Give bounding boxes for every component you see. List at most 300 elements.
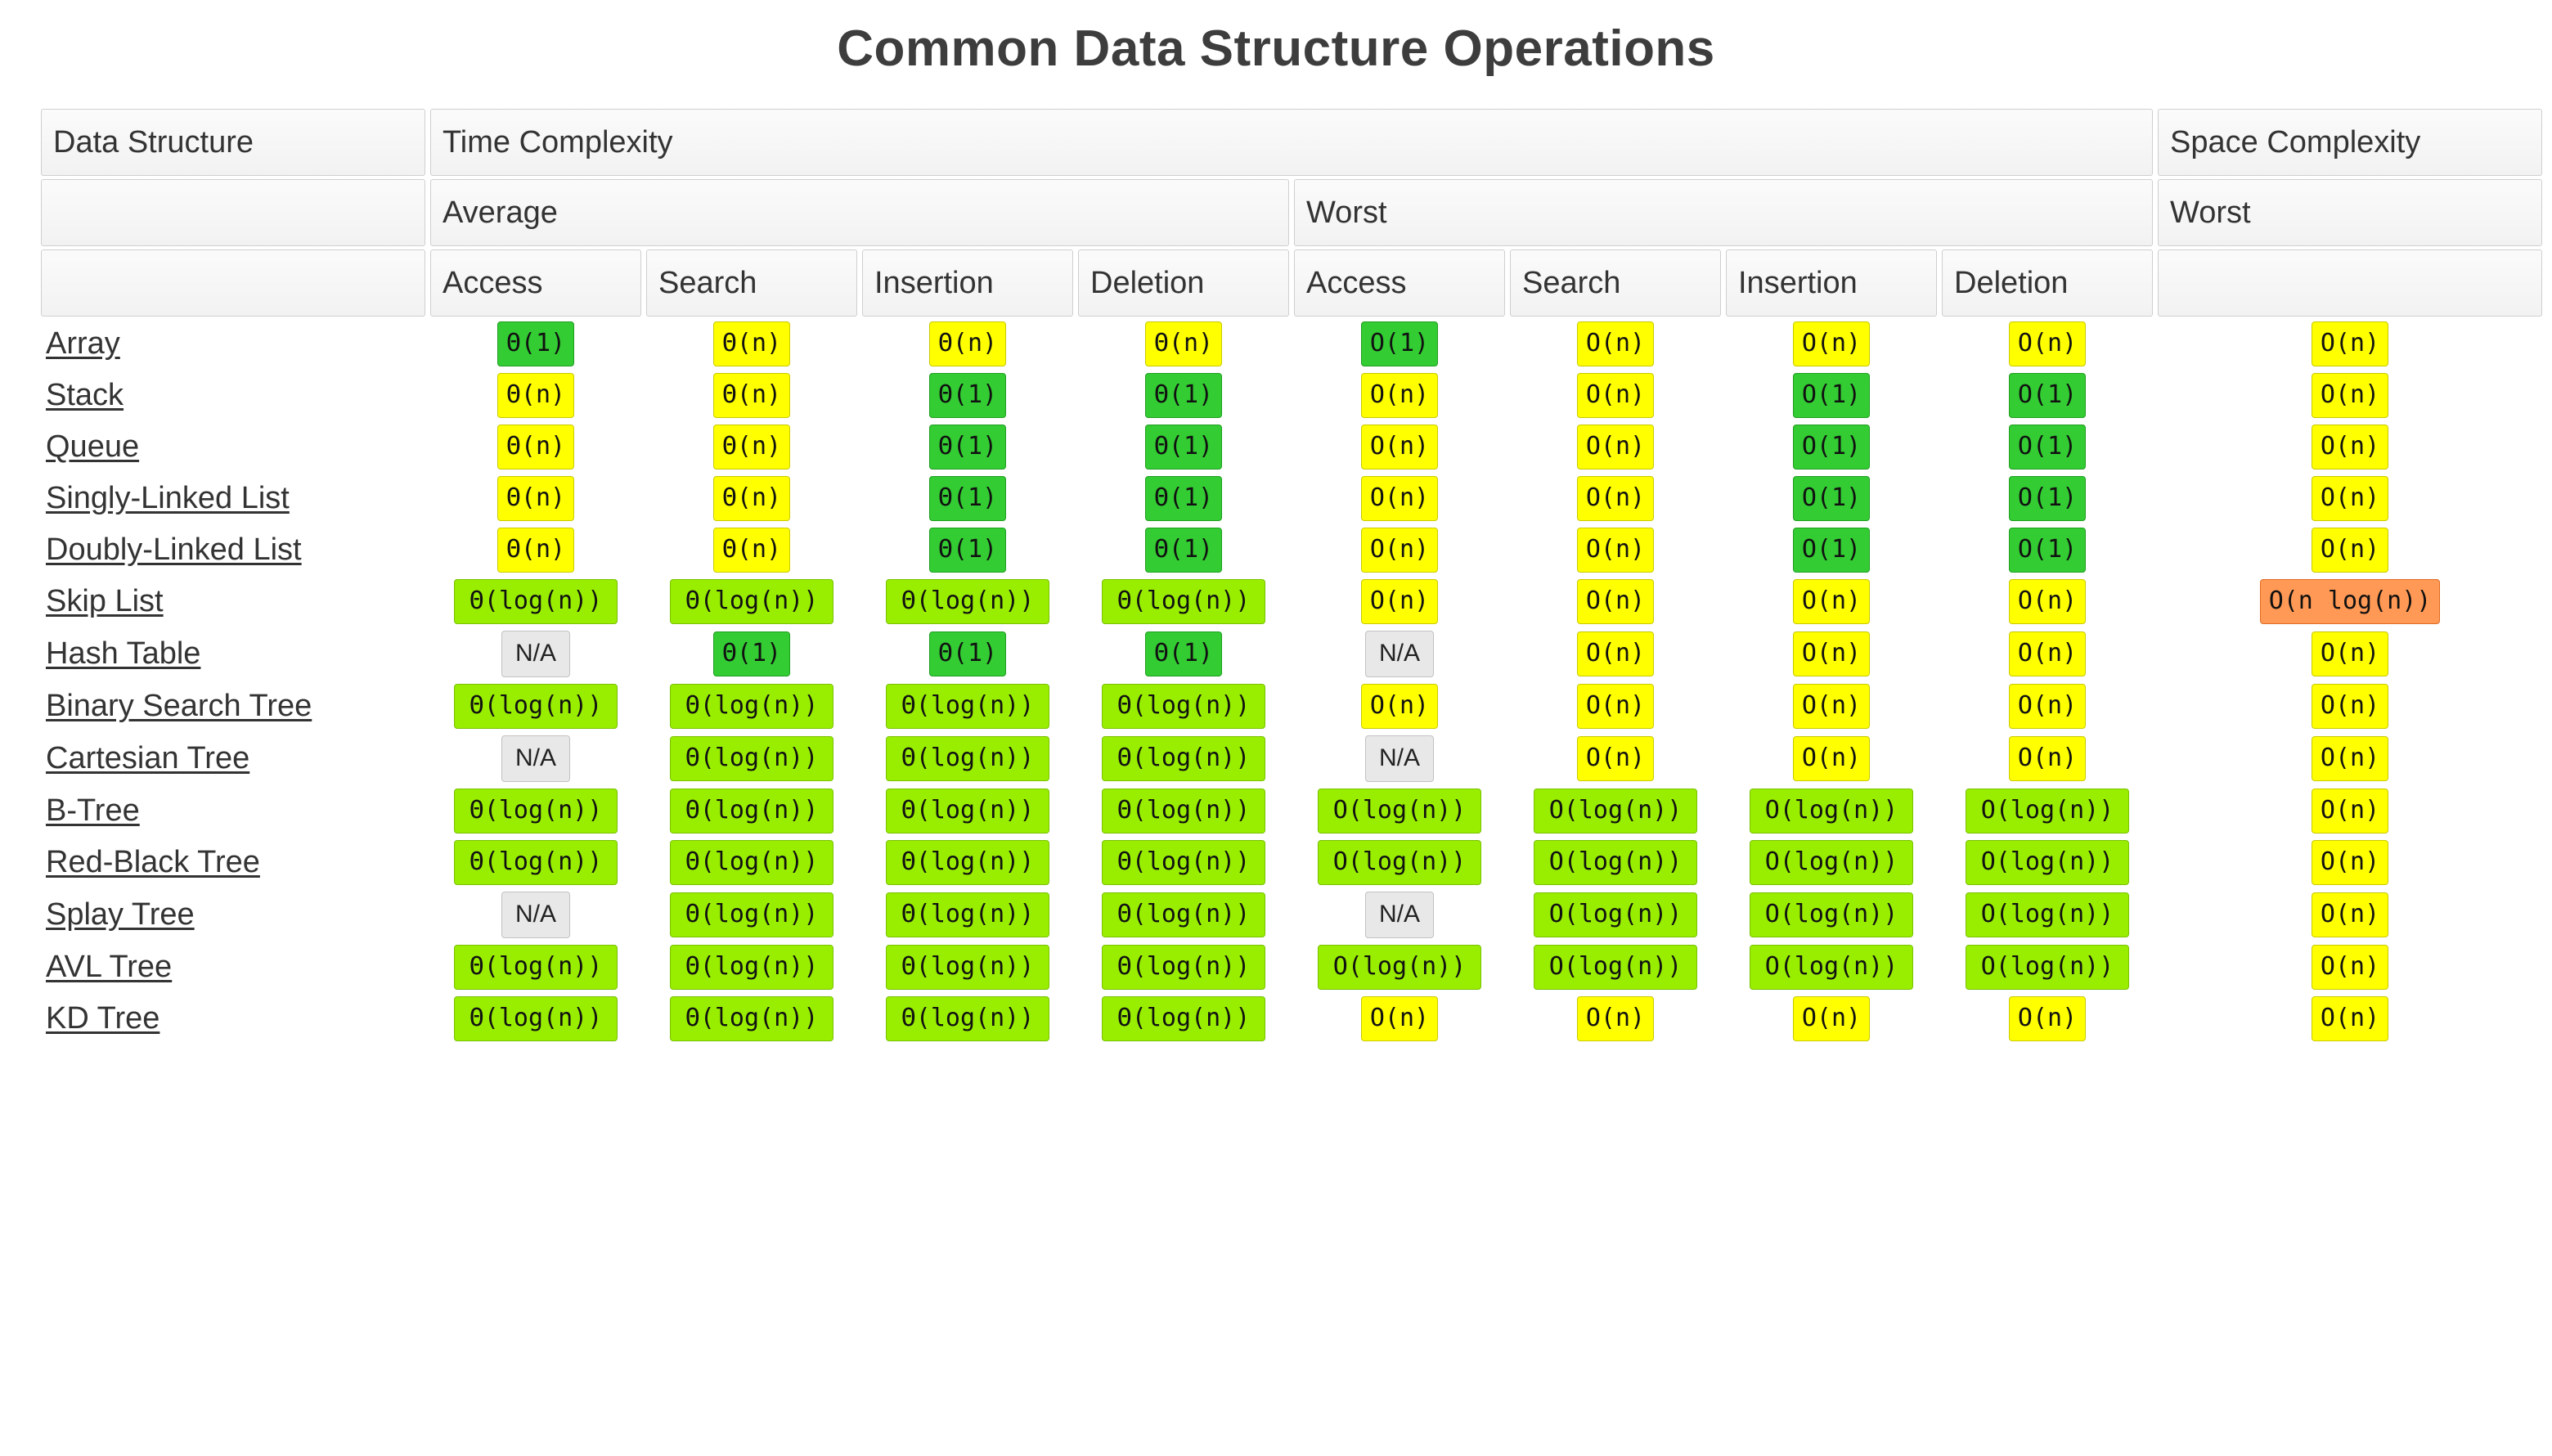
complexity-cell: [1942, 890, 2153, 940]
row-label-kd-tree: [41, 995, 425, 1043]
header-worst-time: Worst: [1294, 179, 2153, 246]
complexity-cell: [646, 682, 857, 730]
complexity-chip: O(1): [2009, 476, 2086, 521]
complexity-cell: [1510, 371, 1721, 420]
complexity-chip: Θ(log(n)): [1102, 579, 1265, 624]
table-head: [41, 109, 2542, 317]
data-structure-link[interactable]: Queue: [46, 429, 140, 464]
complexity-chip: Θ(n): [713, 321, 790, 366]
complexity-chip: O(n): [1793, 996, 1870, 1041]
complexity-chip: O(n): [1793, 631, 1870, 676]
row-label-queue: [41, 423, 425, 471]
complexity-chip: Θ(1): [1145, 528, 1222, 573]
complexity-chip: O(1): [1361, 321, 1438, 366]
complexity-cell: [646, 526, 857, 574]
complexity-cell: [646, 995, 857, 1043]
complexity-chip: O(log(n)): [1318, 945, 1481, 990]
complexity-cell: [430, 629, 641, 679]
complexity-cell: [1510, 474, 1721, 523]
complexity-cell: [862, 629, 1073, 679]
complexity-chip: O(n): [1577, 736, 1654, 781]
complexity-chip: O(n): [1577, 631, 1654, 676]
complexity-cell: [1078, 474, 1289, 523]
complexity-chip: O(n): [1793, 579, 1870, 624]
complexity-cell: [1726, 526, 1937, 574]
complexity-cell: [646, 787, 857, 835]
complexity-cell: [646, 943, 857, 991]
space-complexity-cell: [2158, 682, 2542, 730]
row-label-cartesian-tree: [41, 734, 425, 784]
space-complexity-cell: [2158, 320, 2542, 368]
complexity-cell: [1510, 995, 1721, 1043]
complexity-chip: Θ(log(n)): [886, 892, 1049, 937]
table-row: [41, 995, 2542, 1043]
complexity-chip: O(n): [1361, 528, 1438, 573]
table-body: [41, 320, 2542, 1043]
data-structure-link[interactable]: Skip List: [46, 584, 164, 618]
complexity-cell: [1726, 371, 1937, 420]
complexity-cell: [1726, 474, 1937, 523]
complexity-cell: [1942, 526, 2153, 574]
complexity-cell: [646, 320, 857, 368]
complexity-chip: Θ(n): [713, 476, 790, 521]
complexity-chip: Θ(1): [929, 425, 1006, 470]
complexity-cell: [1942, 423, 2153, 471]
complexity-cell: [862, 526, 1073, 574]
complexity-cell: [1510, 943, 1721, 991]
complexity-chip: O(log(n)): [1966, 840, 2129, 885]
complexity-chip: O(log(n)): [1534, 789, 1697, 834]
data-structure-link[interactable]: Doubly-Linked List: [46, 533, 302, 567]
complexity-cell: [862, 577, 1073, 626]
complexity-chip: O(n): [1361, 425, 1438, 470]
complexity-chip: O(n): [2312, 476, 2388, 521]
space-complexity-cell: [2158, 838, 2542, 887]
complexity-cell: [862, 995, 1073, 1043]
complexity-cell: [1726, 787, 1937, 835]
complexity-cell: [1294, 474, 1505, 523]
data-structure-link[interactable]: Stack: [46, 378, 124, 412]
header-space-complexity: Space Complexity: [2158, 109, 2542, 176]
complexity-cell: [862, 838, 1073, 887]
row-label-red-black-tree: [41, 838, 425, 887]
complexity-chip: Θ(log(n)): [670, 945, 833, 990]
complexity-cell: [1294, 995, 1505, 1043]
complexity-chip: Θ(log(n)): [886, 684, 1049, 729]
complexity-chip: O(1): [1793, 373, 1870, 418]
space-complexity-cell: [2158, 734, 2542, 784]
complexity-cell: [1510, 629, 1721, 679]
table-row: [41, 577, 2542, 626]
space-complexity-cell: [2158, 526, 2542, 574]
complexity-cell: [430, 320, 641, 368]
complexity-chip: O(n): [2009, 321, 2086, 366]
complexity-chip: O(n): [2009, 736, 2086, 781]
complexity-cell: [1078, 943, 1289, 991]
complexity-chip: Θ(n): [497, 373, 574, 418]
complexity-chip: O(n): [1577, 528, 1654, 573]
complexity-chip: Θ(log(n)): [1102, 840, 1265, 885]
complexity-cell: [1078, 734, 1289, 784]
complexity-chip: O(n): [1577, 996, 1654, 1041]
complexity-chip: O(n): [1577, 684, 1654, 729]
complexity-chip: Θ(log(n)): [1102, 684, 1265, 729]
complexity-chip: O(n): [1577, 321, 1654, 366]
header-average: Average: [430, 179, 1289, 246]
complexity-cell: [862, 734, 1073, 784]
complexity-chip: Θ(log(n)): [886, 579, 1049, 624]
space-complexity-cell: [2158, 577, 2542, 626]
table-row: [41, 838, 2542, 887]
complexity-chip: O(log(n)): [1966, 945, 2129, 990]
complexity-chip: O(log(n)): [1534, 892, 1697, 937]
complexity-cell: [862, 371, 1073, 420]
complexity-chip: O(n): [1577, 373, 1654, 418]
complexity-chip: N/A: [501, 735, 570, 782]
complexity-cell: [1078, 787, 1289, 835]
page-title: Common Data Structure Operations: [837, 20, 1715, 77]
complexity-cell: [646, 371, 857, 420]
complexity-cell: [646, 577, 857, 626]
complexity-cell: [1294, 371, 1505, 420]
complexity-chip: O(log(n)): [1318, 789, 1481, 834]
complexity-chip: O(log(n)): [1750, 892, 1913, 937]
complexity-chip: O(n): [2312, 373, 2388, 418]
complexity-chip: Θ(log(n)): [886, 736, 1049, 781]
complexity-chip: O(n): [2312, 425, 2388, 470]
complexity-chip: N/A: [501, 631, 570, 677]
complexity-cell: [1294, 838, 1505, 887]
row-label-array: [41, 320, 425, 368]
complexity-cell: [1726, 320, 1937, 368]
table-row: [41, 629, 2542, 679]
complexity-cell: [1294, 320, 1505, 368]
complexity-chip: Θ(1): [929, 528, 1006, 573]
header-op-worst-deletion: Deletion: [1942, 249, 2153, 317]
header-op-worst-insertion: Insertion: [1726, 249, 1937, 317]
complexity-chip: O(log(n)): [1966, 789, 2129, 834]
complexity-chip: O(n): [2009, 631, 2086, 676]
complexity-cell: [1510, 423, 1721, 471]
table-row: [41, 526, 2542, 574]
complexity-chip: Θ(n): [1145, 321, 1222, 366]
complexity-cell: [1726, 629, 1937, 679]
header-blank-1: [41, 179, 425, 246]
complexity-chip: O(1): [2009, 528, 2086, 573]
complexity-cell: [1726, 943, 1937, 991]
header-op-worst-search: Search: [1510, 249, 1721, 317]
complexity-cell: [862, 787, 1073, 835]
complexity-chip: O(1): [1793, 425, 1870, 470]
space-complexity-cell: [2158, 890, 2542, 940]
complexity-chip: Θ(log(n)): [886, 789, 1049, 834]
complexity-chip: Θ(log(n)): [1102, 945, 1265, 990]
complexity-chip: Θ(log(n)): [1102, 996, 1265, 1041]
complexity-chip: O(log(n)): [1750, 840, 1913, 885]
complexity-chip: Θ(1): [929, 631, 1006, 676]
complexity-chip: O(1): [2009, 425, 2086, 470]
header-data-structure: Data Structure: [41, 109, 425, 176]
complexity-cell: [1726, 890, 1937, 940]
complexity-cell: [1942, 474, 2153, 523]
complexity-chip: O(n): [1793, 736, 1870, 781]
row-label-skip-list: [41, 577, 425, 626]
data-structure-link[interactable]: AVL Tree: [46, 950, 173, 984]
complexity-cell: [1942, 734, 2153, 784]
complexity-cell: [1942, 787, 2153, 835]
complexity-chip: O(n): [1361, 373, 1438, 418]
complexity-cell: [1078, 890, 1289, 940]
table-row: [41, 320, 2542, 368]
complexity-chip: Θ(log(n)): [1102, 789, 1265, 834]
complexity-cell: [1294, 682, 1505, 730]
table-row: [41, 734, 2542, 784]
complexity-chip: Θ(n): [497, 425, 574, 470]
complexity-chip: Θ(log(n)): [670, 579, 833, 624]
complexity-cell: [1726, 577, 1937, 626]
complexity-chip: O(n): [2312, 789, 2388, 834]
complexity-chip: O(n): [1361, 996, 1438, 1041]
complexity-chip: Θ(log(n)): [886, 840, 1049, 885]
complexity-cell: [1510, 787, 1721, 835]
complexity-chip: Θ(n): [713, 425, 790, 470]
complexity-cell: [1510, 890, 1721, 940]
complexity-chip: Θ(log(n)): [670, 996, 833, 1041]
complexity-chip: O(log(n)): [1750, 789, 1913, 834]
complexity-cell: [1078, 371, 1289, 420]
complexity-chip: Θ(n): [497, 476, 574, 521]
complexity-chip: O(n): [2009, 579, 2086, 624]
complexity-cell: [430, 734, 641, 784]
complexity-cell: [430, 787, 641, 835]
header-op-average-access: Access: [430, 249, 641, 317]
complexity-chip: O(n): [1361, 684, 1438, 729]
complexity-chip: O(n): [2312, 528, 2388, 573]
complexity-chip: Θ(n): [929, 321, 1006, 366]
complexity-chip: Θ(log(n)): [1102, 892, 1265, 937]
complexity-chip: Θ(log(n)): [454, 789, 618, 834]
row-label-singly-linked-list: [41, 474, 425, 523]
complexity-cell: [1294, 734, 1505, 784]
complexity-chip: O(n log(n)): [2260, 579, 2441, 624]
complexity-chip: Θ(log(n)): [670, 789, 833, 834]
header-worst-space: Worst: [2158, 179, 2542, 246]
data-structure-link[interactable]: Splay Tree: [46, 897, 195, 932]
complexity-cell: [430, 682, 641, 730]
complexity-chip: Θ(n): [713, 373, 790, 418]
complexity-chip: O(n): [1577, 425, 1654, 470]
complexity-chip: Θ(1): [929, 373, 1006, 418]
complexity-cell: [1510, 682, 1721, 730]
complexity-chip: Θ(log(n)): [454, 684, 618, 729]
complexity-cell: [1294, 526, 1505, 574]
table-row: [41, 787, 2542, 835]
complexity-chip: N/A: [501, 892, 570, 938]
row-label-splay-tree: [41, 890, 425, 940]
complexity-chip: O(1): [1793, 476, 1870, 521]
table-row: [41, 890, 2542, 940]
complexity-cell: [862, 320, 1073, 368]
header-blank-3: [2158, 249, 2542, 317]
complexity-cell: [430, 838, 641, 887]
row-label-avl-tree: [41, 943, 425, 991]
complexity-chip: O(n): [2312, 631, 2388, 676]
complexity-cell: [1294, 423, 1505, 471]
complexity-cell: [646, 629, 857, 679]
complexity-chip: Θ(1): [1145, 476, 1222, 521]
complexity-chip: O(n): [2312, 321, 2388, 366]
table-row: [41, 423, 2542, 471]
space-complexity-cell: [2158, 629, 2542, 679]
complexity-cell: [1942, 943, 2153, 991]
complexity-cell: [1726, 995, 1937, 1043]
row-label-binary-search-tree: [41, 682, 425, 730]
complexity-cell: [862, 423, 1073, 471]
data-structure-link[interactable]: B-Tree: [46, 793, 140, 828]
complexity-chip: O(log(n)): [1534, 945, 1697, 990]
complexity-chip: Θ(n): [497, 528, 574, 573]
complexity-cell: [1078, 526, 1289, 574]
complexity-cell: [430, 995, 641, 1043]
complexity-chip: O(n): [2312, 684, 2388, 729]
complexity-cell: [1294, 890, 1505, 940]
complexity-cell: [1942, 577, 2153, 626]
complexity-cell: [1510, 320, 1721, 368]
data-structure-link[interactable]: Red-Black Tree: [46, 845, 260, 879]
complexity-chip: O(n): [2312, 996, 2388, 1041]
complexity-cell: [430, 423, 641, 471]
space-complexity-cell: [2158, 787, 2542, 835]
data-structure-link[interactable]: Hash Table: [46, 636, 201, 671]
complexity-cell: [430, 577, 641, 626]
space-complexity-cell: [2158, 371, 2542, 420]
complexity-chip: O(log(n)): [1966, 892, 2129, 937]
complexity-cell: [1510, 734, 1721, 784]
complexity-table: [36, 106, 2547, 1046]
complexity-cell: [862, 474, 1073, 523]
header-op-average-insertion: Insertion: [862, 249, 1073, 317]
complexity-chip: O(log(n)): [1750, 945, 1913, 990]
complexity-cell: [1078, 682, 1289, 730]
complexity-chip: Θ(log(n)): [670, 684, 833, 729]
data-structure-link[interactable]: Cartesian Tree: [46, 741, 250, 775]
header-row-operations: [41, 249, 2542, 317]
table-row: [41, 474, 2542, 523]
complexity-cell: [862, 890, 1073, 940]
complexity-cell: [430, 890, 641, 940]
complexity-chip: N/A: [1365, 631, 1434, 677]
complexity-cell: [646, 423, 857, 471]
table-row: [41, 943, 2542, 991]
data-structure-link[interactable]: Binary Search Tree: [46, 689, 312, 723]
complexity-chip: O(n): [2312, 736, 2388, 781]
complexity-cell: [1942, 320, 2153, 368]
complexity-cell: [1078, 423, 1289, 471]
complexity-chip: Θ(1): [713, 631, 790, 676]
header-row-groups: [41, 109, 2542, 176]
complexity-chip: O(n): [2312, 945, 2388, 990]
row-label-doubly-linked-list: [41, 526, 425, 574]
data-structure-link[interactable]: Array: [46, 326, 120, 361]
complexity-chip: O(log(n)): [1318, 840, 1481, 885]
complexity-chip: O(1): [2009, 373, 2086, 418]
complexity-cell: [1078, 320, 1289, 368]
complexity-chip: Θ(1): [929, 476, 1006, 521]
header-blank-2: [41, 249, 425, 317]
complexity-chip: N/A: [1365, 892, 1434, 938]
complexity-table-container: [0, 106, 2552, 1046]
complexity-chip: N/A: [1365, 735, 1434, 782]
complexity-cell: [430, 474, 641, 523]
row-label-b-tree: [41, 787, 425, 835]
complexity-chip: O(n): [1361, 579, 1438, 624]
data-structure-link[interactable]: Singly-Linked List: [46, 481, 290, 515]
complexity-chip: Θ(n): [713, 528, 790, 573]
header-row-case: [41, 179, 2542, 246]
complexity-chip: Θ(log(n)): [454, 579, 618, 624]
row-label-hash-table: [41, 629, 425, 679]
data-structure-link[interactable]: KD Tree: [46, 1001, 160, 1036]
complexity-cell: [1510, 526, 1721, 574]
complexity-chip: O(1): [1793, 528, 1870, 573]
space-complexity-cell: [2158, 423, 2542, 471]
complexity-cell: [1942, 838, 2153, 887]
complexity-chip: Θ(1): [1145, 631, 1222, 676]
complexity-chip: Θ(log(n)): [1102, 736, 1265, 781]
complexity-cell: [646, 838, 857, 887]
header-op-average-search: Search: [646, 249, 857, 317]
complexity-chip: Θ(log(n)): [670, 736, 833, 781]
header-op-average-deletion: Deletion: [1078, 249, 1289, 317]
complexity-chip: O(n): [1577, 579, 1654, 624]
complexity-cell: [646, 474, 857, 523]
complexity-cell: [1726, 682, 1937, 730]
complexity-cell: [646, 734, 857, 784]
complexity-cell: [430, 371, 641, 420]
complexity-chip: Θ(log(n)): [670, 840, 833, 885]
complexity-chip: Θ(log(n)): [454, 945, 618, 990]
complexity-chip: Θ(log(n)): [454, 840, 618, 885]
complexity-chip: O(log(n)): [1534, 840, 1697, 885]
complexity-cell: [1294, 943, 1505, 991]
complexity-cell: [1294, 629, 1505, 679]
complexity-cell: [430, 943, 641, 991]
complexity-cell: [1726, 734, 1937, 784]
complexity-cell: [1294, 787, 1505, 835]
space-complexity-cell: [2158, 995, 2542, 1043]
complexity-cell: [1294, 577, 1505, 626]
row-label-stack: [41, 371, 425, 420]
complexity-cell: [1510, 577, 1721, 626]
complexity-cell: [1078, 995, 1289, 1043]
complexity-cell: [862, 943, 1073, 991]
complexity-cell: [1078, 838, 1289, 887]
complexity-chip: Θ(1): [1145, 373, 1222, 418]
complexity-cell: [1942, 629, 2153, 679]
complexity-chip: O(n): [1793, 684, 1870, 729]
complexity-cell: [1510, 838, 1721, 887]
complexity-chip: Θ(1): [1145, 425, 1222, 470]
complexity-chip: Θ(log(n)): [670, 892, 833, 937]
complexity-cell: [1726, 423, 1937, 471]
complexity-chip: O(n): [2009, 996, 2086, 1041]
complexity-chip: Θ(1): [497, 321, 574, 366]
complexity-chip: Θ(log(n)): [454, 996, 618, 1041]
table-row: [41, 371, 2542, 420]
complexity-cell: [430, 526, 641, 574]
complexity-cell: [862, 682, 1073, 730]
complexity-chip: Θ(log(n)): [886, 996, 1049, 1041]
